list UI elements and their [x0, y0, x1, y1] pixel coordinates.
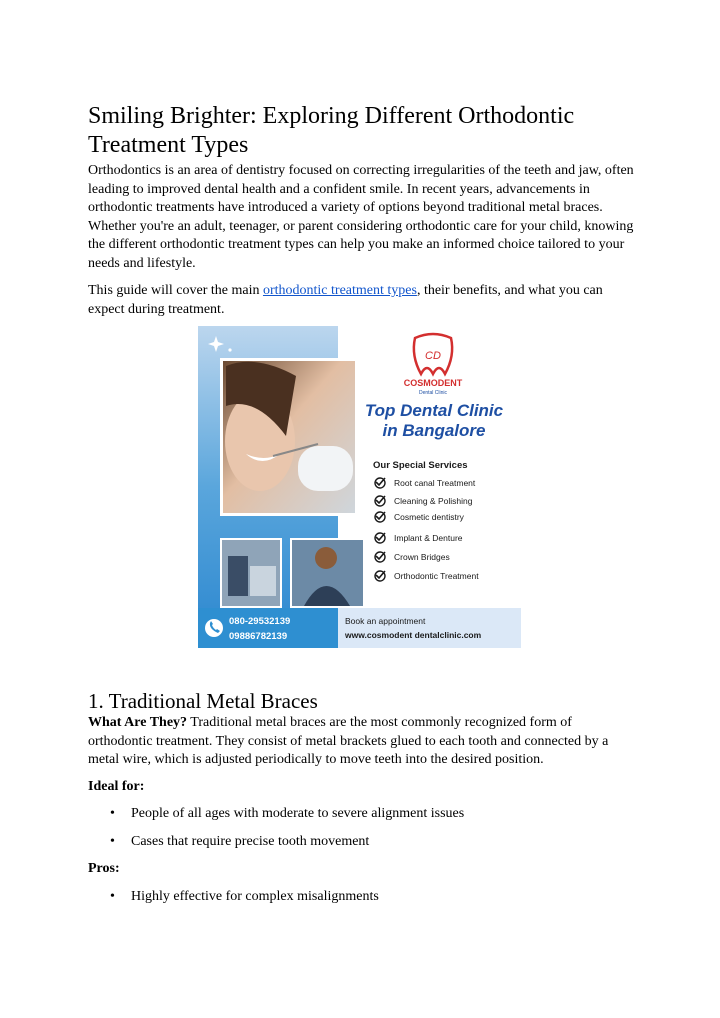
guide-text-after: , their benefits, and what you can expect during treatment.: [88, 283, 603, 317]
guide-text-before: This guide will cover the main: [88, 283, 263, 298]
pros-list: [88, 888, 636, 907]
list-item: • Highly effective for complex misalignments: [88, 888, 636, 907]
service-item: Implant & Denture: [394, 533, 463, 543]
ad-headline-2: in Bangalore: [382, 421, 486, 440]
service-item: Cosmetic dentistry: [394, 512, 464, 522]
ideal-for-list: [88, 805, 636, 851]
section-heading: 1. Traditional Metal Braces: [88, 689, 318, 713]
ad-headline-1: Top Dental Clinic: [364, 401, 504, 420]
phone-icon: [205, 619, 223, 637]
section-traditional-braces: [88, 688, 636, 915]
phone-number-1: 080-29532139: [229, 616, 291, 627]
list-item: • Cases that require precise tooth movement: [88, 833, 636, 852]
service-item: Orthodontic Treatment: [394, 571, 479, 581]
brand-subtitle: Dental Clinic: [418, 390, 448, 396]
clinic-website: www.cosmodent dentalclinic.com: [345, 630, 482, 640]
book-appointment-text: Book an appointment: [345, 616, 426, 626]
document-body: [88, 102, 636, 319]
brand-name: COSMODENT: [403, 378, 463, 388]
service-item: Root canal Treatment: [394, 478, 476, 488]
clinic-staff-photos: [220, 538, 365, 608]
what-are-they-text: Traditional metal braces are the most commonly recognized form of orthodontic treatment. They consist of metal brackets glued to each tooth and connected by a metal wire, which is adjusted periodically to move teeth into the desired position.: [88, 715, 609, 767]
service-item: Cleaning & Polishing: [394, 496, 473, 506]
orthodontic-types-link[interactable]: orthodontic treatment types: [262, 283, 417, 298]
services-title: Our Special Services: [373, 460, 468, 471]
what-are-they-label: What Are They?: [88, 715, 188, 730]
smiling-woman-photo: [220, 358, 358, 516]
intro-paragraph: Orthodontics is an area of dentistry focused on correcting irregularities of the teeth and jaw, often leading to improved dental health and a confident smile. In recent years, advancements in orthodontic treatments have introduced a variety of options beyond traditional metal braces. Whether you're an adult, teenager, or parent considering orthodontic care for your child, knowing the different orthodontic treatment types can help you make an informed choice tailored to your needs and lifestyle.: [88, 163, 634, 271]
ideal-for-label: Ideal for:: [88, 778, 145, 794]
page-title: Smiling Brighter: Exploring Different Orthodontic Treatment Types: [88, 103, 575, 158]
list-item: • People of all ages with moderate to severe alignment issues: [88, 805, 636, 824]
phone-number-2: 09886782139: [229, 631, 288, 642]
clinic-advertisement-image: [198, 326, 521, 648]
pros-label: Pros:: [88, 861, 120, 876]
svg-text:CD: CD: [425, 350, 441, 362]
guide-paragraph: [88, 282, 636, 319]
service-item: Crown Bridges: [394, 552, 450, 562]
what-are-they-paragraph: [88, 714, 636, 770]
